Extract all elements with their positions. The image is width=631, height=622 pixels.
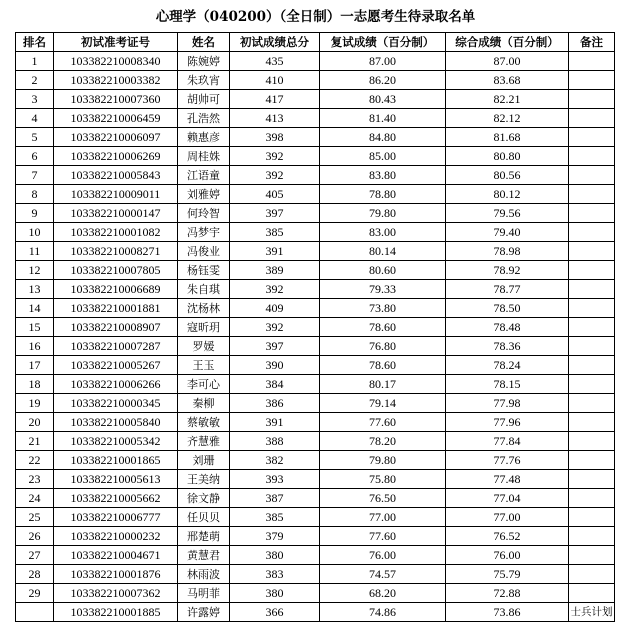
total-score-cell: 77.76 [446, 451, 569, 470]
note-cell [569, 128, 615, 147]
name-cell: 刘雅婷 [178, 185, 230, 204]
name-cell: 许露婷 [178, 603, 230, 622]
table-row [16, 261, 615, 280]
table-row [16, 394, 615, 413]
rank-cell: 14 [16, 299, 54, 318]
retest-score-cell: 85.00 [320, 147, 446, 166]
total-score-cell: 82.12 [446, 109, 569, 128]
initial-score-cell: 392 [230, 318, 320, 337]
note-cell [569, 489, 615, 508]
rank-cell: 27 [16, 546, 54, 565]
rank-cell: 26 [16, 527, 54, 546]
name-cell: 马明菲 [178, 584, 230, 603]
note-cell [569, 546, 615, 565]
rank-cell: 29 [16, 584, 54, 603]
rank-cell: 8 [16, 185, 54, 204]
col-note-header: 备注 [569, 33, 615, 52]
initial-score-cell: 386 [230, 394, 320, 413]
initial-score-cell: 389 [230, 261, 320, 280]
exam-id-cell: 103382210001876 [54, 565, 178, 584]
table-row [16, 166, 615, 185]
table-row [16, 71, 615, 90]
retest-score-cell: 79.33 [320, 280, 446, 299]
note-cell [569, 242, 615, 261]
retest-score-cell: 74.86 [320, 603, 446, 622]
note-cell [569, 280, 615, 299]
total-score-cell: 72.88 [446, 584, 569, 603]
exam-id-cell: 103382210009011 [54, 185, 178, 204]
rank-cell: 4 [16, 109, 54, 128]
exam-id-cell: 103382210008907 [54, 318, 178, 337]
rank-cell: 16 [16, 337, 54, 356]
total-score-cell: 87.00 [446, 52, 569, 71]
retest-score-cell: 81.40 [320, 109, 446, 128]
exam-id-cell: 103382210006269 [54, 147, 178, 166]
table-row [16, 375, 615, 394]
table-row [16, 470, 615, 489]
col-initial-score-header: 初试成绩总分 [230, 33, 320, 52]
table-row [16, 356, 615, 375]
exam-id-cell: 103382210008340 [54, 52, 178, 71]
exam-id-cell: 103382210005662 [54, 489, 178, 508]
retest-score-cell: 78.60 [320, 318, 446, 337]
exam-id-cell: 103382210005267 [54, 356, 178, 375]
name-cell: 罗媛 [178, 337, 230, 356]
total-score-cell: 75.79 [446, 565, 569, 584]
exam-id-cell: 103382210005840 [54, 413, 178, 432]
total-score-cell: 81.68 [446, 128, 569, 147]
note-cell [569, 204, 615, 223]
exam-id-cell: 103382210005342 [54, 432, 178, 451]
col-retest-score-header: 复试成绩（百分制） [320, 33, 446, 52]
name-cell: 陈婉婷 [178, 52, 230, 71]
note-cell [569, 337, 615, 356]
retest-score-cell: 80.43 [320, 90, 446, 109]
rank-cell: 6 [16, 147, 54, 166]
col-name-header: 姓名 [178, 33, 230, 52]
note-cell [569, 109, 615, 128]
table-row [16, 413, 615, 432]
initial-score-cell: 366 [230, 603, 320, 622]
initial-score-cell: 383 [230, 565, 320, 584]
rank-cell [16, 603, 54, 622]
note-cell [569, 375, 615, 394]
retest-score-cell: 78.20 [320, 432, 446, 451]
retest-score-cell: 80.60 [320, 261, 446, 280]
total-score-cell: 77.48 [446, 470, 569, 489]
retest-score-cell: 77.00 [320, 508, 446, 527]
total-score-cell: 76.00 [446, 546, 569, 565]
initial-score-cell: 393 [230, 470, 320, 489]
total-score-cell: 77.84 [446, 432, 569, 451]
page-title: 心理学（040200）（全日制）一志愿考生待录取名单 [155, 9, 476, 25]
total-score-cell: 76.52 [446, 527, 569, 546]
table-row [16, 527, 615, 546]
table-row [16, 603, 615, 622]
retest-score-cell: 86.20 [320, 71, 446, 90]
initial-score-cell: 385 [230, 508, 320, 527]
rank-cell: 24 [16, 489, 54, 508]
name-cell: 秦柳 [178, 394, 230, 413]
retest-score-cell: 78.80 [320, 185, 446, 204]
name-cell: 周桂姝 [178, 147, 230, 166]
table-row [16, 508, 615, 527]
initial-score-cell: 382 [230, 451, 320, 470]
exam-id-cell: 103382210006689 [54, 280, 178, 299]
table-row [16, 299, 615, 318]
name-cell: 林雨波 [178, 565, 230, 584]
initial-score-cell: 391 [230, 242, 320, 261]
total-score-cell: 78.24 [446, 356, 569, 375]
initial-score-cell: 392 [230, 166, 320, 185]
retest-score-cell: 83.00 [320, 223, 446, 242]
retest-score-cell: 73.80 [320, 299, 446, 318]
table-row [16, 90, 615, 109]
retest-score-cell: 80.14 [320, 242, 446, 261]
rank-cell: 7 [16, 166, 54, 185]
rank-cell: 1 [16, 52, 54, 71]
exam-id-cell: 103382210000147 [54, 204, 178, 223]
exam-id-cell: 103382210007362 [54, 584, 178, 603]
rank-cell: 23 [16, 470, 54, 489]
total-score-cell: 82.21 [446, 90, 569, 109]
initial-score-cell: 385 [230, 223, 320, 242]
table-row [16, 546, 615, 565]
initial-score-cell: 405 [230, 185, 320, 204]
name-cell: 邢楚萌 [178, 527, 230, 546]
exam-id-cell: 103382210006266 [54, 375, 178, 394]
exam-id-cell: 103382210000345 [54, 394, 178, 413]
total-score-cell: 78.77 [446, 280, 569, 299]
initial-score-cell: 397 [230, 204, 320, 223]
name-cell: 冯俊业 [178, 242, 230, 261]
total-score-cell: 78.92 [446, 261, 569, 280]
name-cell: 胡帅可 [178, 90, 230, 109]
rank-cell: 15 [16, 318, 54, 337]
table-row [16, 318, 615, 337]
rank-cell: 25 [16, 508, 54, 527]
col-exam-id-header: 初试准考证号 [54, 33, 178, 52]
total-score-cell: 78.98 [446, 242, 569, 261]
exam-id-cell: 103382210006777 [54, 508, 178, 527]
retest-score-cell: 79.80 [320, 204, 446, 223]
rank-cell: 21 [16, 432, 54, 451]
table-row [16, 109, 615, 128]
total-score-cell: 77.04 [446, 489, 569, 508]
col-total-score-header: 综合成绩（百分制） [446, 33, 569, 52]
table-row [16, 223, 615, 242]
initial-score-cell: 435 [230, 52, 320, 71]
exam-id-cell: 103382210001885 [54, 603, 178, 622]
total-score-cell: 80.56 [446, 166, 569, 185]
total-score-cell: 78.15 [446, 375, 569, 394]
name-cell: 任贝贝 [178, 508, 230, 527]
exam-id-cell: 103382210001865 [54, 451, 178, 470]
note-cell [569, 299, 615, 318]
initial-score-cell: 392 [230, 280, 320, 299]
total-score-cell: 77.00 [446, 508, 569, 527]
table-row [16, 280, 615, 299]
retest-score-cell: 75.80 [320, 470, 446, 489]
exam-id-cell: 103382210003382 [54, 71, 178, 90]
rank-cell: 10 [16, 223, 54, 242]
exam-id-cell: 103382210006459 [54, 109, 178, 128]
rank-cell: 20 [16, 413, 54, 432]
exam-id-cell: 103382210005613 [54, 470, 178, 489]
exam-id-cell: 103382210004671 [54, 546, 178, 565]
retest-score-cell: 68.20 [320, 584, 446, 603]
rank-cell: 22 [16, 451, 54, 470]
initial-score-cell: 384 [230, 375, 320, 394]
rank-cell: 18 [16, 375, 54, 394]
rank-cell: 2 [16, 71, 54, 90]
exam-id-cell: 103382210007287 [54, 337, 178, 356]
exam-id-cell: 103382210007360 [54, 90, 178, 109]
table-row [16, 489, 615, 508]
name-cell: 齐慧雅 [178, 432, 230, 451]
table-row [16, 242, 615, 261]
note-cell [569, 584, 615, 603]
retest-score-cell: 77.60 [320, 413, 446, 432]
name-cell: 沈杨林 [178, 299, 230, 318]
name-cell: 朱自琪 [178, 280, 230, 299]
initial-score-cell: 409 [230, 299, 320, 318]
name-cell: 王玉 [178, 356, 230, 375]
rank-cell: 9 [16, 204, 54, 223]
name-cell: 何玲智 [178, 204, 230, 223]
name-cell: 黄慧君 [178, 546, 230, 565]
name-cell: 刘珊 [178, 451, 230, 470]
note-cell [569, 527, 615, 546]
exam-id-cell: 103382210007805 [54, 261, 178, 280]
note-cell [569, 413, 615, 432]
retest-score-cell: 87.00 [320, 52, 446, 71]
note-cell [569, 52, 615, 71]
name-cell: 李可心 [178, 375, 230, 394]
exam-id-cell: 103382210008271 [54, 242, 178, 261]
table-row [16, 432, 615, 451]
initial-score-cell: 388 [230, 432, 320, 451]
table-row [16, 52, 615, 71]
total-score-cell: 78.48 [446, 318, 569, 337]
retest-score-cell: 79.14 [320, 394, 446, 413]
note-cell [569, 71, 615, 90]
retest-score-cell: 74.57 [320, 565, 446, 584]
note-cell [569, 470, 615, 489]
initial-score-cell: 380 [230, 584, 320, 603]
initial-score-cell: 410 [230, 71, 320, 90]
table-row [16, 565, 615, 584]
name-cell: 蔡敏敏 [178, 413, 230, 432]
exam-id-cell: 103382210001082 [54, 223, 178, 242]
retest-score-cell: 77.60 [320, 527, 446, 546]
note-cell [569, 432, 615, 451]
total-score-cell: 79.56 [446, 204, 569, 223]
total-score-cell: 78.50 [446, 299, 569, 318]
admission-table [15, 32, 615, 622]
table-row [16, 147, 615, 166]
retest-score-cell: 76.80 [320, 337, 446, 356]
note-cell [569, 318, 615, 337]
rank-cell: 12 [16, 261, 54, 280]
initial-score-cell: 387 [230, 489, 320, 508]
rank-cell: 19 [16, 394, 54, 413]
name-cell: 朱玖宵 [178, 71, 230, 90]
initial-score-cell: 390 [230, 356, 320, 375]
exam-id-cell: 103382210005843 [54, 166, 178, 185]
total-score-cell: 83.68 [446, 71, 569, 90]
exam-id-cell: 103382210000232 [54, 527, 178, 546]
table-row [16, 185, 615, 204]
col-rank-header: 排名 [16, 33, 54, 52]
rank-cell: 5 [16, 128, 54, 147]
total-score-cell: 77.96 [446, 413, 569, 432]
table-row [16, 584, 615, 603]
note-cell [569, 451, 615, 470]
exam-id-cell: 103382210001881 [54, 299, 178, 318]
table-row [16, 337, 615, 356]
table-row [16, 128, 615, 147]
name-cell: 徐文静 [178, 489, 230, 508]
name-cell: 寇昕玥 [178, 318, 230, 337]
retest-score-cell: 83.80 [320, 166, 446, 185]
name-cell: 杨钰雯 [178, 261, 230, 280]
table-row [16, 451, 615, 470]
initial-score-cell: 413 [230, 109, 320, 128]
note-cell [569, 356, 615, 375]
retest-score-cell: 76.50 [320, 489, 446, 508]
name-cell: 王美纳 [178, 470, 230, 489]
total-score-cell: 78.36 [446, 337, 569, 356]
total-score-cell: 79.40 [446, 223, 569, 242]
initial-score-cell: 380 [230, 546, 320, 565]
note-cell [569, 565, 615, 584]
initial-score-cell: 392 [230, 147, 320, 166]
note-cell [569, 90, 615, 109]
initial-score-cell: 397 [230, 337, 320, 356]
total-score-cell: 73.86 [446, 603, 569, 622]
retest-score-cell: 79.80 [320, 451, 446, 470]
retest-score-cell: 78.60 [320, 356, 446, 375]
note-cell: 士兵计划 [569, 603, 615, 622]
note-cell [569, 508, 615, 527]
rank-cell: 11 [16, 242, 54, 261]
initial-score-cell: 417 [230, 90, 320, 109]
total-score-cell: 77.98 [446, 394, 569, 413]
rank-cell: 3 [16, 90, 54, 109]
retest-score-cell: 76.00 [320, 546, 446, 565]
rank-cell: 28 [16, 565, 54, 584]
rank-cell: 13 [16, 280, 54, 299]
name-cell: 江语童 [178, 166, 230, 185]
table-body [16, 52, 615, 622]
note-cell [569, 261, 615, 280]
table-row [16, 204, 615, 223]
total-score-cell: 80.12 [446, 185, 569, 204]
name-cell: 冯梦宇 [178, 223, 230, 242]
note-cell [569, 147, 615, 166]
initial-score-cell: 398 [230, 128, 320, 147]
note-cell [569, 394, 615, 413]
total-score-cell: 80.80 [446, 147, 569, 166]
table-header-row [16, 33, 615, 52]
initial-score-cell: 379 [230, 527, 320, 546]
name-cell: 孔浩然 [178, 109, 230, 128]
exam-id-cell: 103382210006097 [54, 128, 178, 147]
retest-score-cell: 84.80 [320, 128, 446, 147]
note-cell [569, 166, 615, 185]
note-cell [569, 223, 615, 242]
initial-score-cell: 391 [230, 413, 320, 432]
retest-score-cell: 80.17 [320, 375, 446, 394]
rank-cell: 17 [16, 356, 54, 375]
name-cell: 赖惠彦 [178, 128, 230, 147]
note-cell [569, 185, 615, 204]
